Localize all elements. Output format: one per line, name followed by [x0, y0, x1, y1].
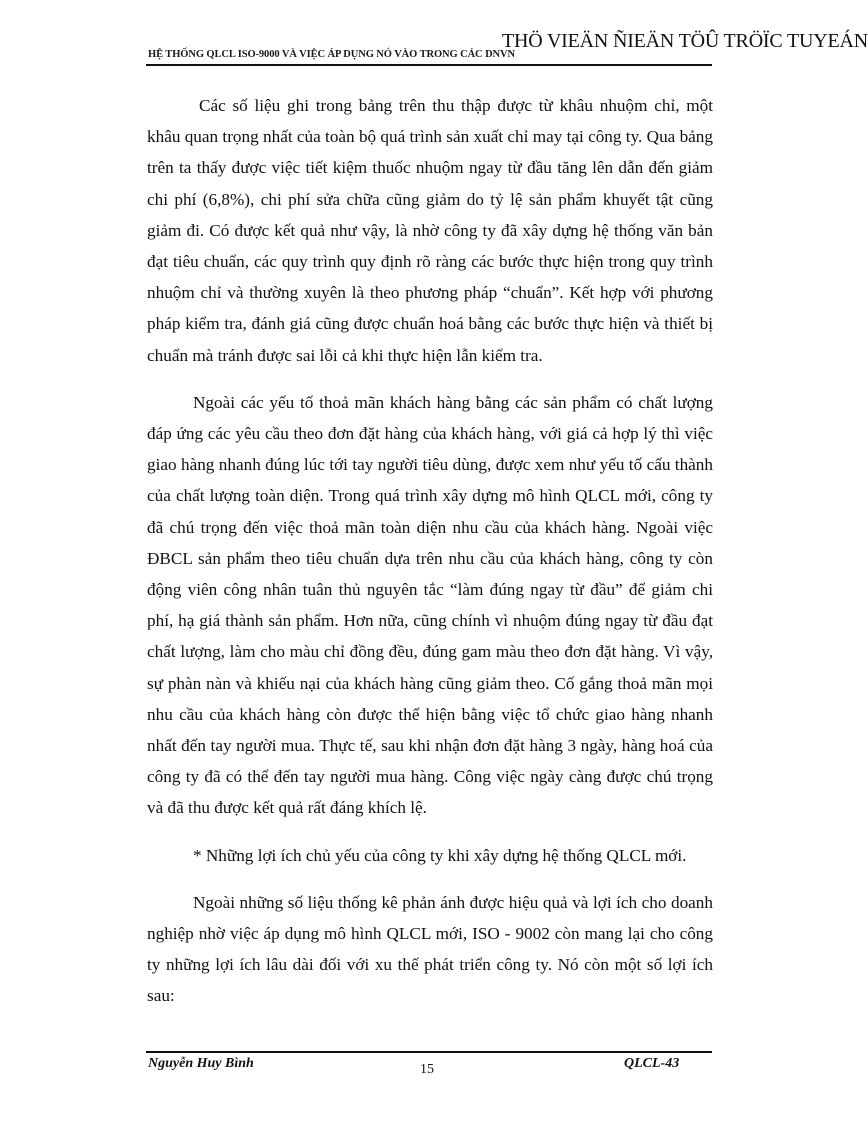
library-watermark: THÖ VIEÄN ÑIEÄN TÖÛ TRÖÏC TUYEÁN — [502, 30, 868, 52]
page-number: 15 — [420, 1062, 434, 1077]
body-text — [147, 90, 713, 1028]
header-title: HỆ THỐNG QLCL ISO-9000 VÀ VIỆC ÁP DỤNG NÓ VÀO TRONG CÁC DNVN — [148, 49, 515, 60]
footer-author: Nguyễn Huy Bình — [148, 1056, 254, 1071]
footer-divider — [146, 1051, 712, 1053]
paragraph-benefits-heading: * Những lợi ích chủ yếu của công ty khi xây dựng hệ thống QLCL mới. — [193, 845, 687, 865]
header-divider — [146, 64, 712, 66]
paragraph-customer-satisfaction: Ngoài các yếu tố thoả mãn khách hàng bằng các sản phẩm có chất lượng đáp ứng các yêu cầu theo đơn đặt hàng của khách hàng, với giá cả hợp lý thì việc giao hàng nhanh đúng lúc tới tay người tiêu dùng, được xem như yếu tố cấu thành của chất lượng toàn diện. Trong quá trình xây dựng mô hình QLCL mới, công ty đã chú trọng đến việc thoả mãn toàn diện nhu cầu của khách hàng. Ngoài việc ĐBCL sản phẩm theo tiêu chuẩn dựa trên nhu cầu của khách hàng, công ty còn động viên công nhân tuân thủ nguyên tắc “làm đúng ngay từ đầu” để giảm chi phí, hạ giá thành sản phẩm. Hơn nữa, cũng chính vì nhuộm đúng ngay từ đầu đạt chất lượng, làm cho màu chỉ đồng đều, đúng gam màu theo đơn đặt hàng. Vì vậy, sự phàn nàn và khiếu nại của khách hàng cũng giảm theo. Cố gắng thoả mãn mọi nhu cầu của khách hàng còn được thể hiện bằng việc tổ chức giao hàng nhanh nhất đến tay người mua. Thực tế, sau khi nhận đơn đặt hàng 3 ngày, hàng hoá của công ty đã có thể đến tay người mua hàng. Công việc ngày càng được chú trọng và đã thu được kết quả rất đáng khích lệ. — [147, 392, 713, 818]
paragraph-dye-savings: Các số liệu ghi trong bảng trên thu thập được từ khâu nhuộm chỉ, một khâu quan trọng nhất của toàn bộ quá trình sản xuất chỉ may tại công ty. Qua bảng trên ta thấy được việc tiết kiệm thuốc nhuộm ngay từ đầu tăng lên dẫn đến giảm chi phí (6,8%), chi phí sửa chữa cũng giảm do tỷ lệ sản phẩm khuyết tật cũng giảm đi. Có được kết quả như vậy, là nhờ công ty đã xây dựng hệ thống văn bản đạt tiêu chuẩn, các quy trình quy định rõ ràng các bước thực hiện trong quy trình nhuộm chỉ và thường xuyên là theo phương pháp “chuẩn”. Kết hợp với phương pháp kiểm tra, đánh giá cũng được chuẩn hoá bằng các bước thực hiện và thiết bị chuẩn mà tránh được sai lỗi cả khi thực hiện lẫn kiểm tra. — [147, 96, 713, 365]
footer-class-code: QLCL-43 — [624, 1056, 680, 1071]
paragraph-iso-benefits: Ngoài những số liệu thống kê phản ánh được hiệu quả và lợi ích cho doanh nghiệp nhờ việc áp dụng mô hình QLCL mới, ISO - 9002 còn mang lại cho công ty những lợi ích lâu dài đối với xu thế phát triển công ty. Nó còn một số lợi ích sau: — [147, 892, 713, 1006]
